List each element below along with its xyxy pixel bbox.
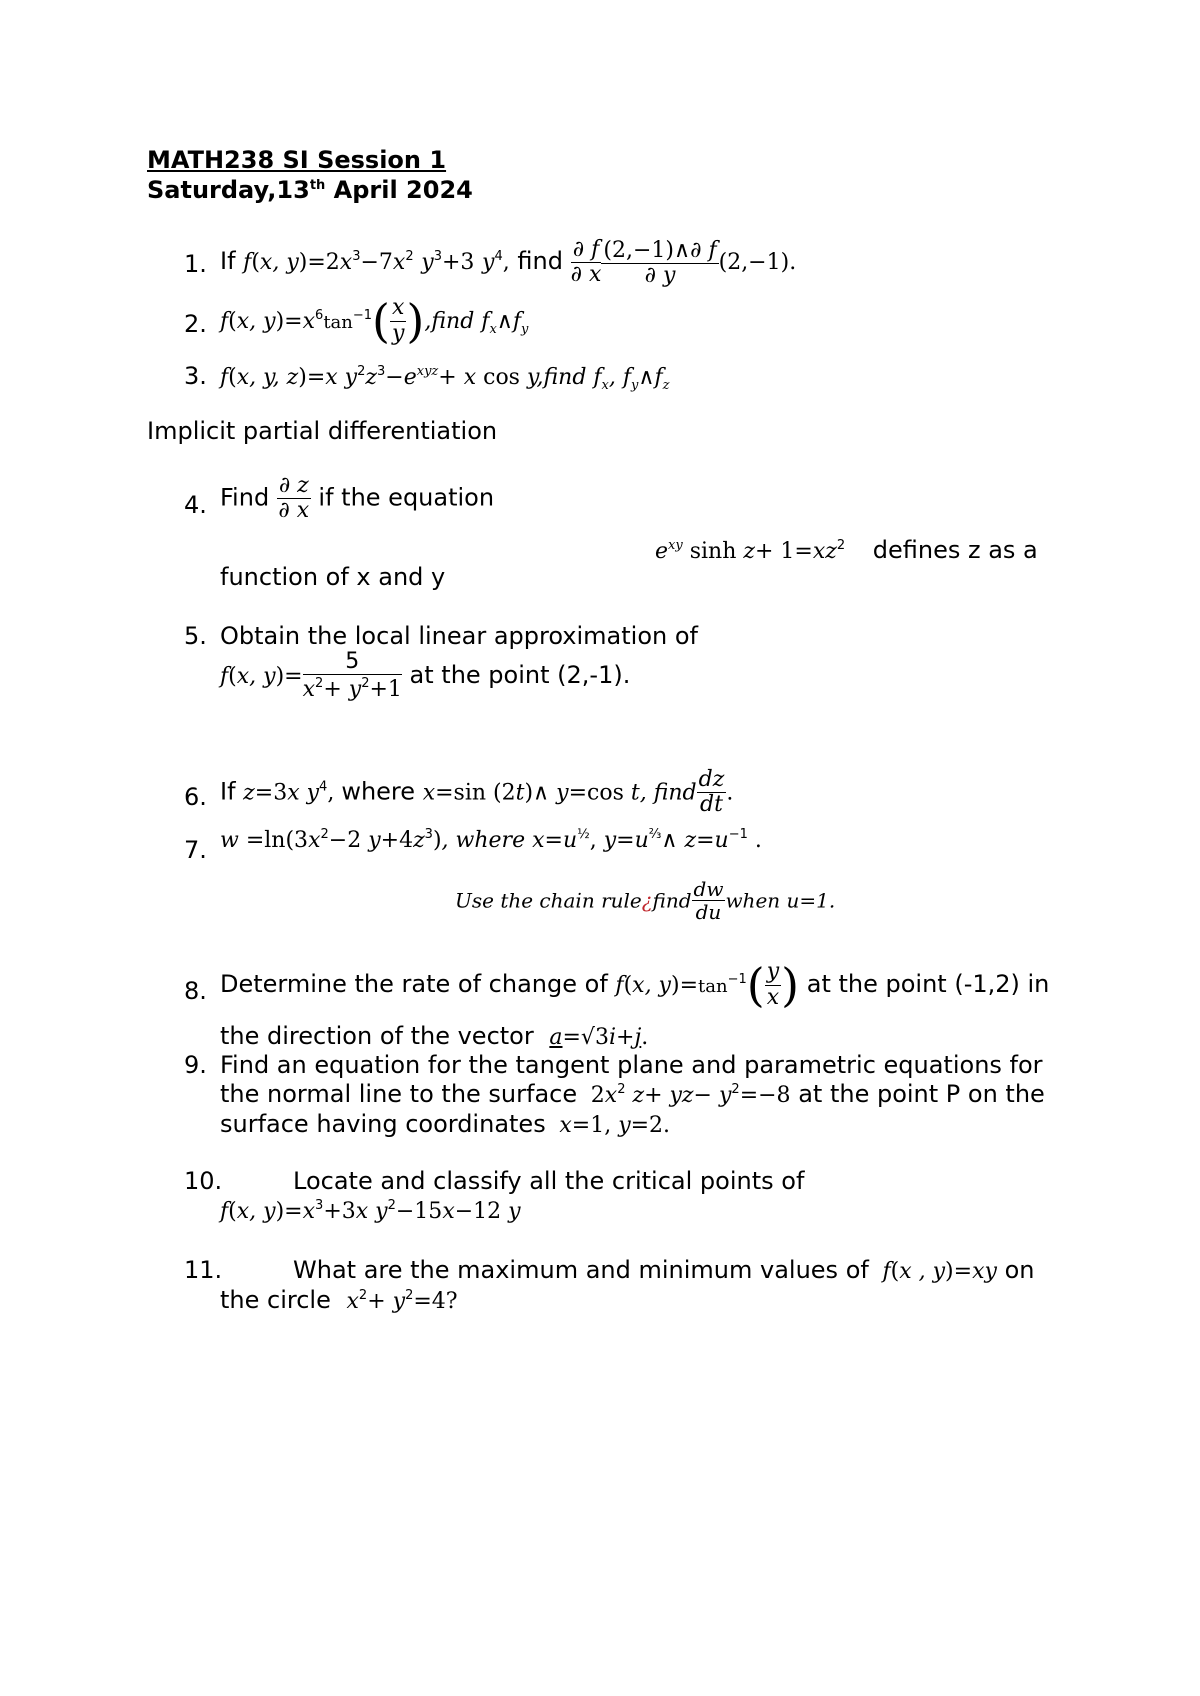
- q4-continuation: function of x and y: [220, 563, 446, 591]
- q11-line1: What are the maximum and minimum values of f(x , y)=xy on: [293, 1256, 1035, 1284]
- q9-line2: the normal line to the surface $2x^2$ $z+ yz- y^2=-8$ at the point P on the: [220, 1080, 1045, 1108]
- q6-text: If z=3x $y^4$, where x=sin (2t)∧ y=cos t, find $\frac{dz}{dt}$ .: [220, 767, 734, 818]
- q3-text: f(x, y, z)=x $y^2z^3-e^{xyz}+ x$ cos y,find $f_x$, $f_y\wedge f_z$: [220, 364, 670, 393]
- q1-text: If f(x, $y)=2x^3-7x^2$ $y^3+3$ $y^4$, find $\frac{\partial f}{\partial x}$ $\frac{(2,-1)\wedge\partial f}{\partial y}$ (2,−1).: [220, 236, 797, 289]
- section-heading: Implicit partial differentiation: [147, 417, 498, 445]
- q11-line2: the circle $x^2+ y^2=4$?: [220, 1286, 458, 1314]
- q8-number: 8.: [184, 977, 207, 1005]
- q1-number: 1.: [184, 250, 207, 278]
- q3-number: 3.: [184, 362, 207, 390]
- q7-instruction: Use the chain rule¿find $\frac{dw}{du}$ when u=1.: [455, 877, 836, 924]
- q4-equation: $e^{xy}$ $\sinh z+ 1=xz^2$ defines z as a: [655, 536, 1038, 564]
- q4-text: Find $\frac{\partial z}{\partial x}$ if the equation: [220, 473, 495, 524]
- document-title: MATH238 SI Session 1: [147, 146, 447, 174]
- q2-text: f(x, $y)=x^6\tan^{-1}$( $\frac{x}{y}$ ),find $f_x\wedge f_y$: [220, 294, 529, 348]
- q9-line3: surface having coordinates x=1, y=2.: [220, 1110, 671, 1138]
- q11-number: 11.: [184, 1256, 223, 1284]
- q7-equation: $w =\ln(3x^2-2$ $y+4z^3$), where $x=u^{\frac{1}{2}}$, $y=u^{\frac{2}{3}}\wedge$ $z=u^{-1}$ .: [220, 827, 762, 853]
- q6-number: 6.: [184, 783, 207, 811]
- q5-line2: f(x, y)= $\frac{5}{x^2+ y^2+1}$ at the point (2,-1).: [220, 649, 631, 703]
- q8-line1: Determine the rate of change of f(x, $y)=\tan^{-1}$( $\frac{y}{x}$ ) at the point (-1,2) in: [220, 958, 1050, 1012]
- q2-number: 2.: [184, 310, 207, 338]
- q8-line2: the direction of the vector a=√3i+j.: [220, 1022, 649, 1050]
- q10-line2: f(x, $y)=x^3+3x$ $y^2-15x-12$ y: [220, 1198, 521, 1224]
- session-date: Saturday,13th April 2024: [147, 176, 473, 204]
- q5-line1: Obtain the local linear approximation of: [220, 622, 698, 650]
- q4-number: 4.: [184, 491, 207, 519]
- q10-number: 10.: [184, 1167, 223, 1195]
- q10-line1: Locate and classify all the critical points of: [293, 1167, 805, 1195]
- q5-number: 5.: [184, 622, 207, 650]
- q7-number: 7.: [184, 836, 207, 864]
- q9-number: 9.: [184, 1051, 207, 1079]
- q9-line1: Find an equation for the tangent plane and parametric equations for: [220, 1051, 1043, 1079]
